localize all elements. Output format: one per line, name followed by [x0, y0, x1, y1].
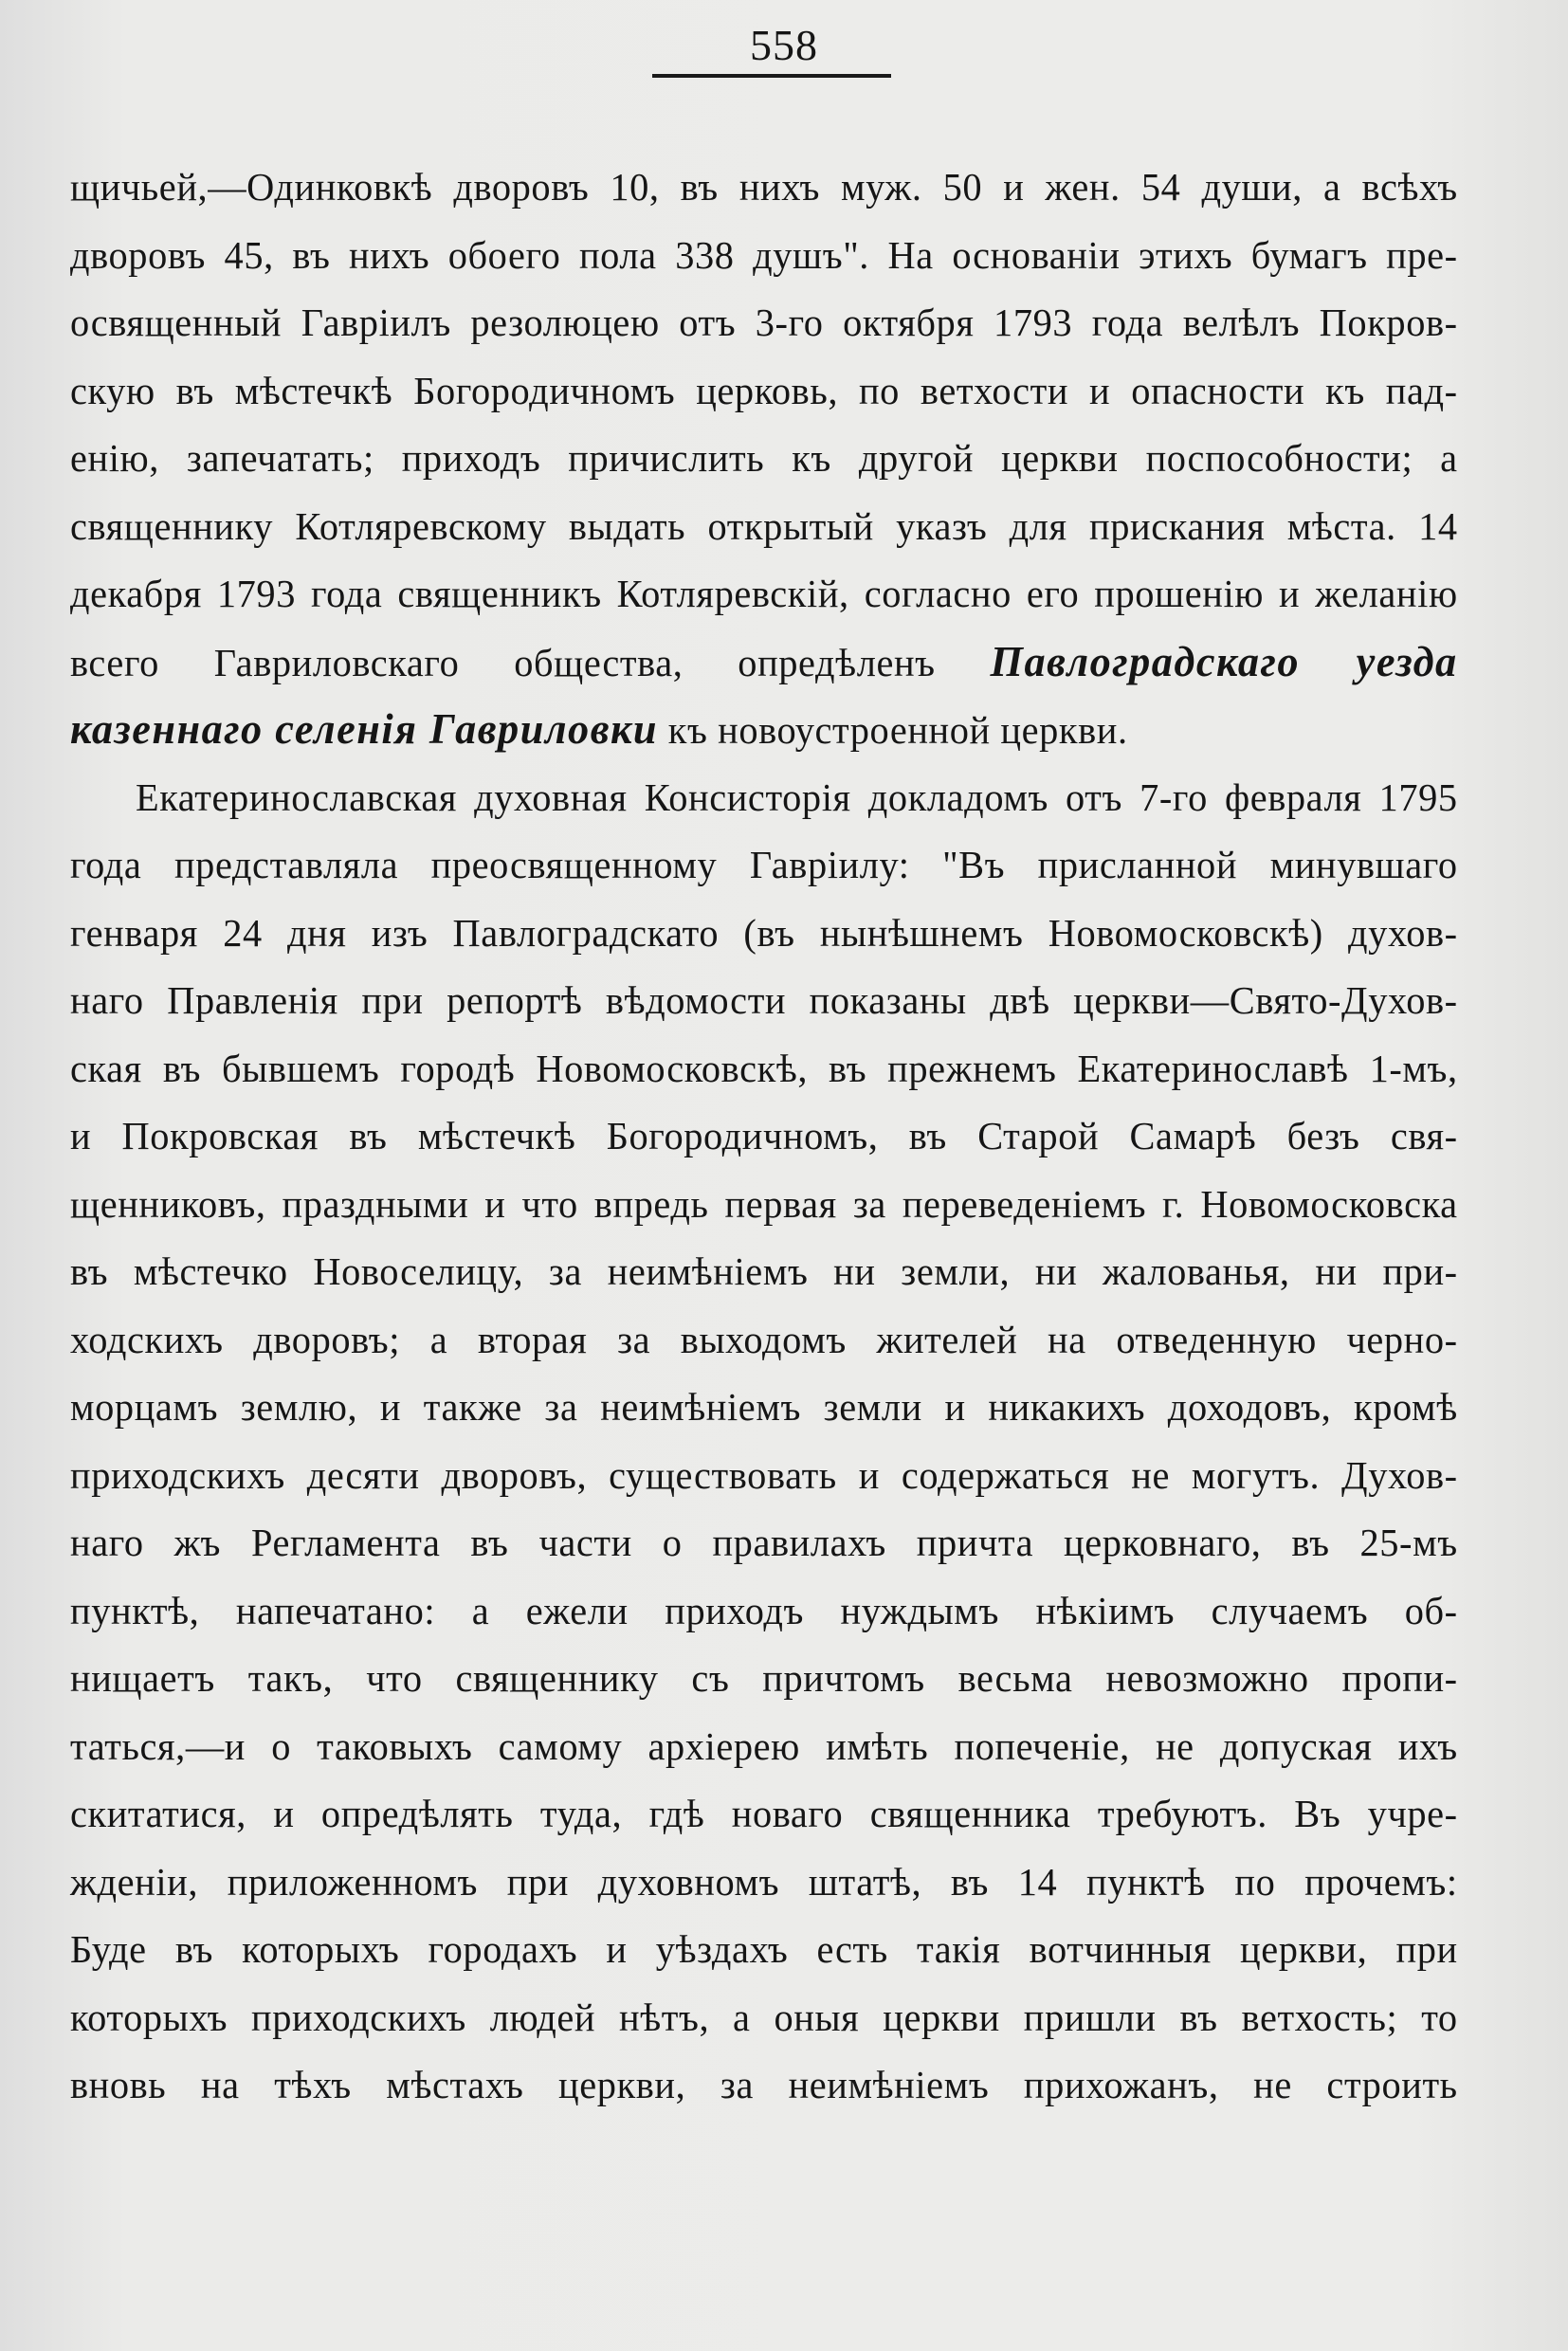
text-line: декабря 1793 года священникъ Котляревскій, согласно его прошенію и желанію	[70, 572, 1458, 615]
text-line: приходскихъ десяти дворовъ, существовать и содержаться не могутъ. Духов-	[70, 1452, 1458, 1497]
text-line: генваря 24 дня изъ Павлоградскато (въ нынѣшнемъ Новомосковскѣ) духов-	[70, 910, 1458, 955]
text-span: къ новоустроенной церкви.	[667, 708, 1128, 752]
text-line: и Покровская въ мѣстечкѣ Богородичномъ, въ Старой Самарѣ безъ свя-	[70, 1114, 1458, 1157]
header-rule	[652, 74, 891, 78]
italic-place-name: Павлоградскаго уезда	[990, 637, 1458, 685]
body-text	[70, 154, 1479, 2120]
text-line: Буде въ которыхъ городахъ и уѣздахъ есть такія вотчинныя церкви, при	[70, 1927, 1458, 1971]
text-line: ходскихъ дворовъ; а вторая за выходомъ жителей на отведенную черно-	[70, 1317, 1458, 1361]
text-line: таться,—и о таковыхъ самому архіерею имѣть попеченіе, не допуская ихъ	[70, 1723, 1458, 1768]
text-span: всего Гавриловскаго общества, опредѣленъ	[70, 640, 936, 684]
text-line: года представляла преосвященному Гавріилу: "Въ присланной минувшаго	[70, 843, 1458, 886]
text-line: скую въ мѣстечкѣ Богородичномъ церковь, по ветхости и опасности къ пад-	[70, 368, 1458, 412]
text-line: щичьей,—Одинковкѣ дворовъ 10, въ нихъ муж. 50 и жен. 54 души, а всѣхъ	[70, 165, 1458, 209]
text-line: нищаетъ такъ, что священнику съ причтомъ весьма невозможно пропи-	[70, 1656, 1458, 1700]
text-line: енію, запечатать; приходъ причислить къ другой церкви поспособности; а	[70, 436, 1458, 480]
text-line: щенниковъ, праздными и что впредь первая за переведеніемъ г. Новомосковска	[70, 1181, 1458, 1226]
text-line: жденіи, приложенномъ при духовномъ штатѣ, въ 14 пунктѣ по прочемъ:	[70, 1859, 1458, 1904]
text-line: которыхъ приходскихъ людей нѣтъ, а оныя церкви пришли въ ветхость; то	[70, 1995, 1458, 2039]
text-line: дворовъ 45, въ нихъ обоего пола 338 душъ". На основаніи этихъ бумагъ пре-	[70, 232, 1458, 277]
text-line: наго Правленія при репортѣ вѣдомости показаны двѣ церкви—Свято-Духов-	[70, 978, 1458, 1022]
text-line: пунктѣ, напечатано: а ежели приходъ нуждымъ нѣкіимъ случаемъ об-	[70, 1588, 1458, 1632]
text-line: священнику Котляревскому выдать открытый указъ для прискания мѣста. 14	[70, 503, 1458, 548]
page-number: 558	[750, 21, 818, 69]
text-line: въ мѣстечко Новоселицу, за неимѣніемъ ни земли, ни жалованья, ни при-	[70, 1249, 1458, 1293]
text-line: скитатися, и опредѣлять туда, гдѣ новаго священника требуютъ. Въ учре-	[70, 1792, 1458, 1835]
text-line: ская въ бывшемъ городѣ Новомосковскѣ, въ прежнемъ Екатеринославѣ 1-мъ,	[70, 1046, 1458, 1090]
text-line: морцамъ землю, и также за неимѣніемъ земли и никакихъ доходовъ, кромѣ	[70, 1385, 1458, 1429]
text-line-mixed	[70, 629, 1458, 697]
text-line: наго жъ Регламента въ части о правилахъ причта церковнаго, въ 25-мъ	[70, 1521, 1458, 1564]
paragraph-first-line: Екатеринославская духовная Консисторія докладомъ отъ 7-го февраля 1795	[135, 775, 1458, 819]
italic-place-name: казеннаго селенія Гавриловки	[70, 705, 659, 753]
text-line: вновь на тѣхъ мѣстахъ церкви, за неимѣніемъ прихожанъ, не строить	[70, 2063, 1458, 2106]
text-line: освященный Гавріилъ резолюцею отъ 3-го октября 1793 года велѣлъ Покров-	[70, 301, 1458, 344]
text-line-mixed	[70, 696, 1458, 764]
